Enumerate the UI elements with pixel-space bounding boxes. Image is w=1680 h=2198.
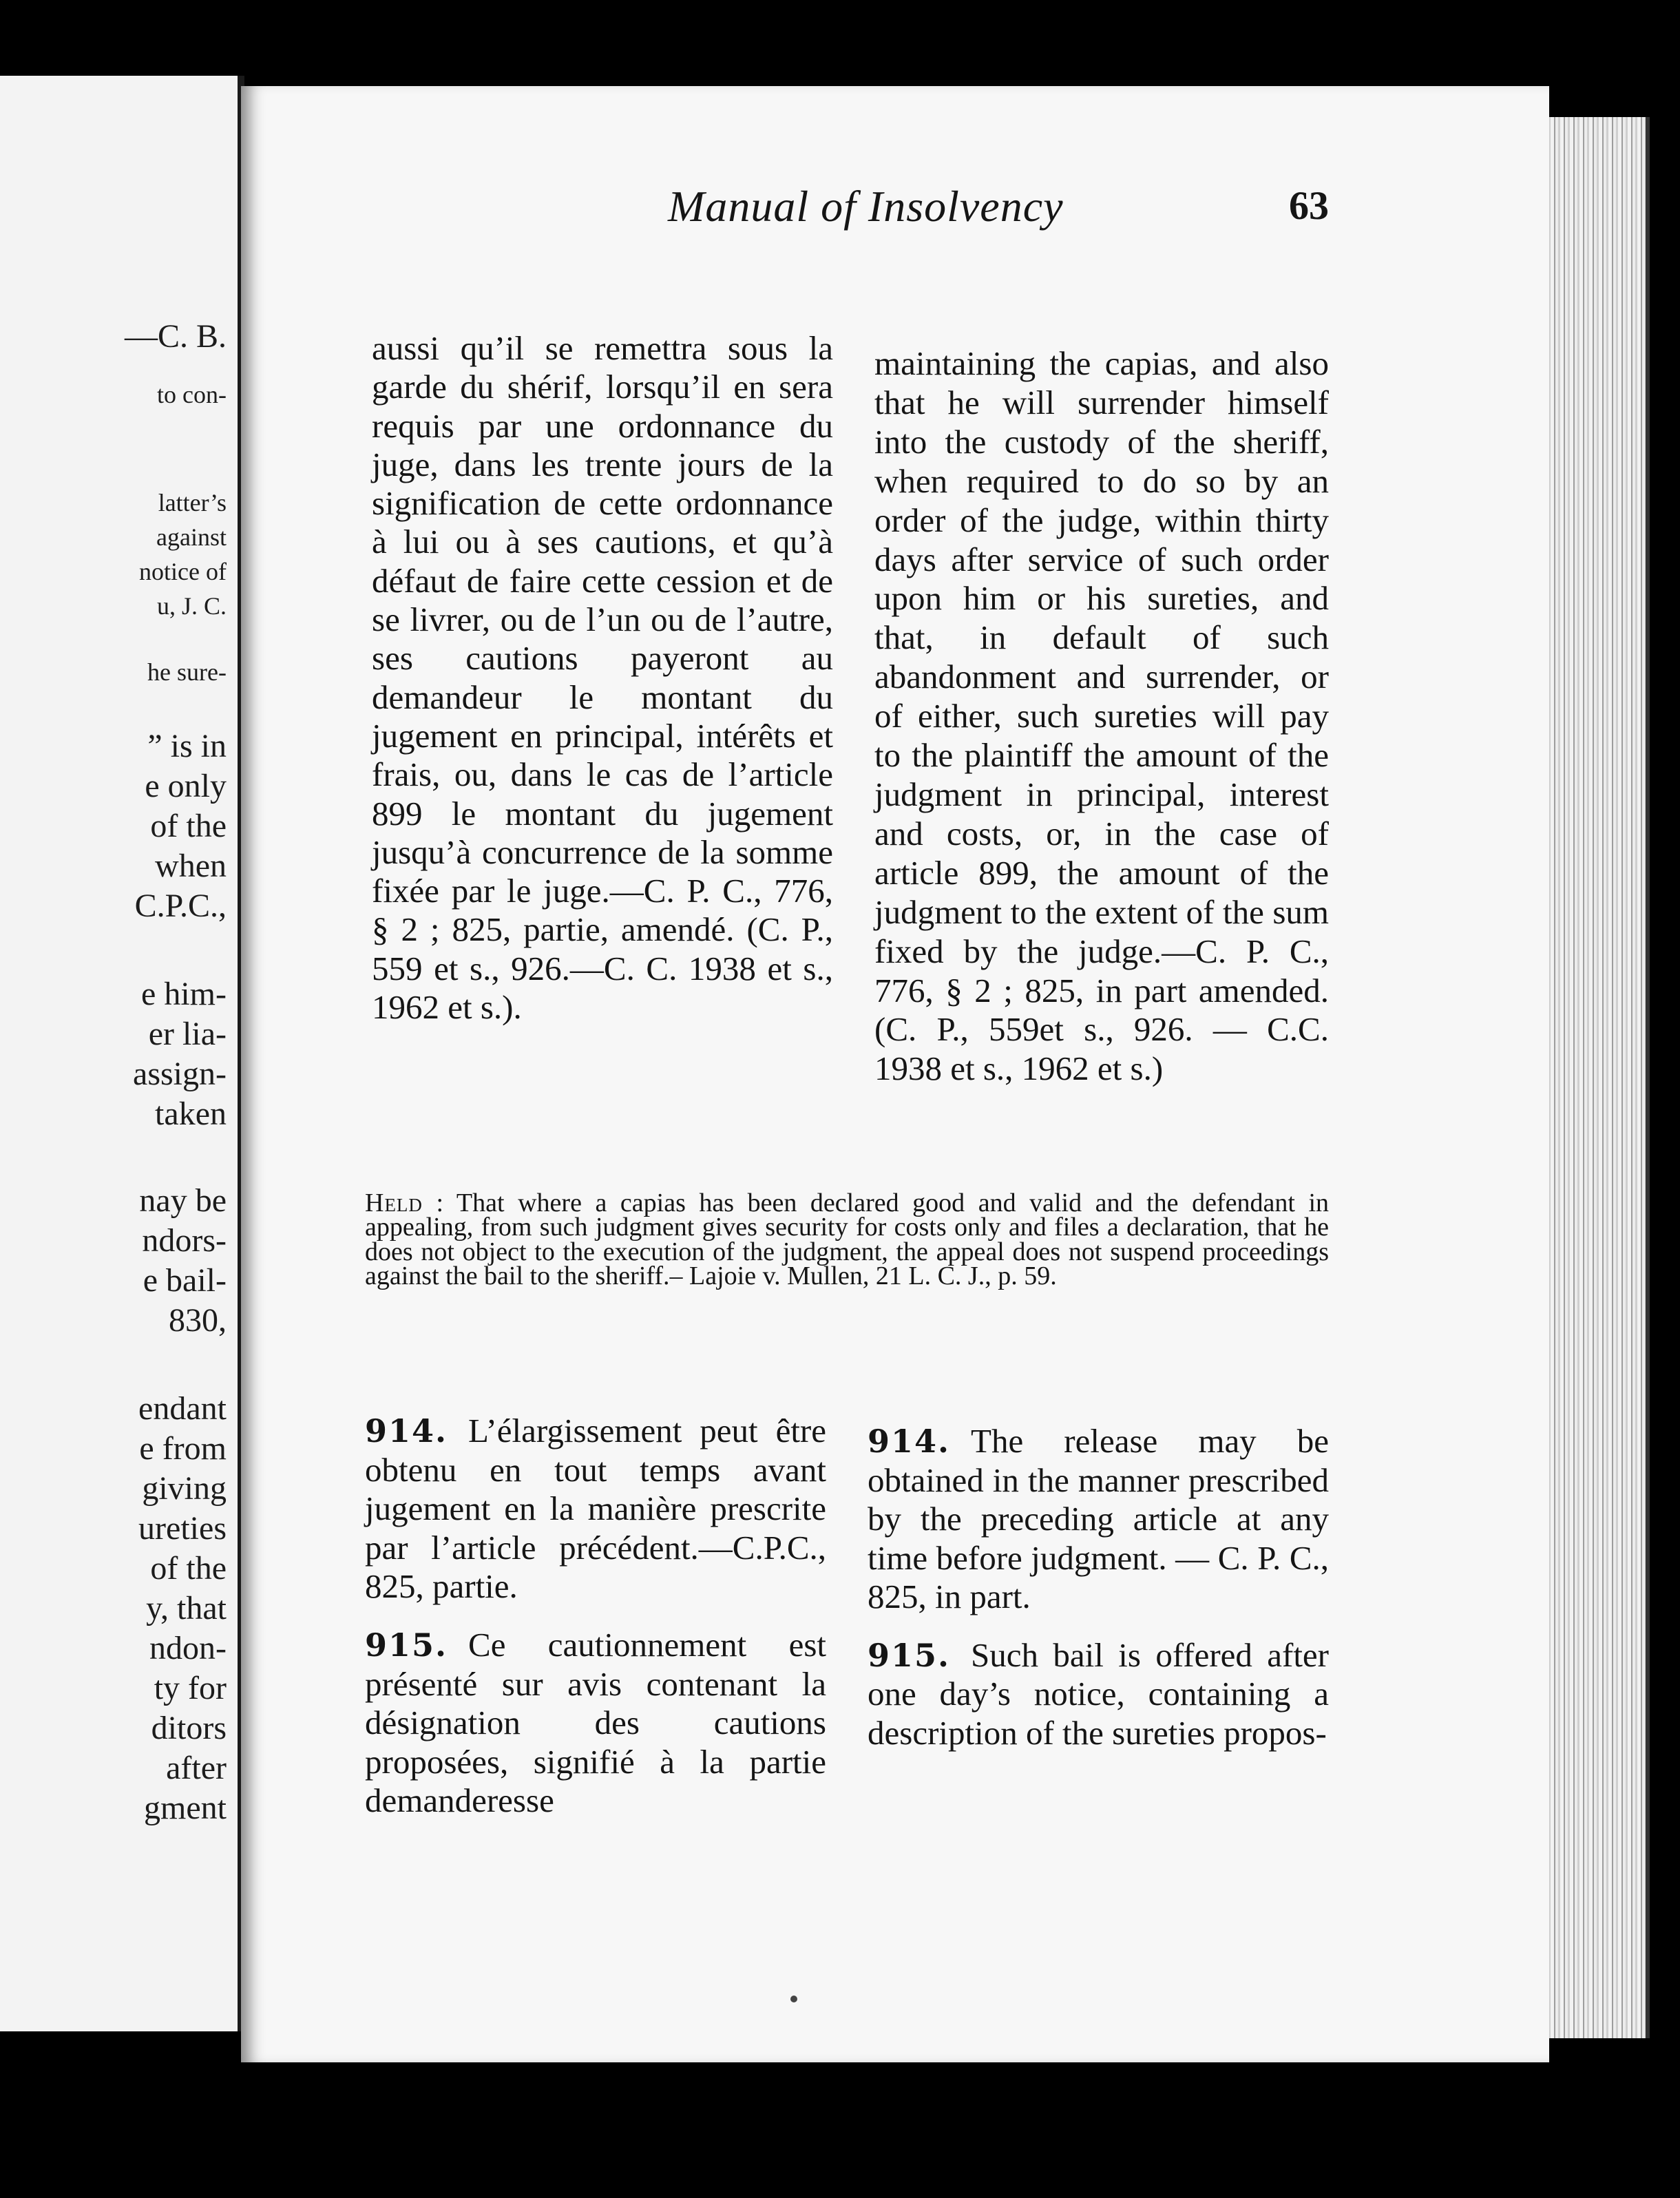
left-fragment: nay be (139, 1182, 227, 1219)
article-number: 914. (365, 1412, 448, 1449)
running-head: Manual of Insolvency (668, 182, 1064, 231)
english-column-top (874, 344, 1329, 1089)
left-fragment: ” is in (147, 728, 227, 764)
french-column-bottom (365, 1412, 826, 1821)
left-fragment: ty for (154, 1670, 227, 1706)
left-fragment: er lia- (148, 1016, 227, 1052)
page-header (420, 176, 1329, 238)
held-heading: Held (365, 1189, 423, 1217)
left-fragment: notice of (139, 558, 227, 585)
left-fragment: 830, (169, 1302, 227, 1339)
left-fragment: when (155, 848, 227, 884)
article-number: 915. (868, 1636, 951, 1674)
left-fragment: he sure- (147, 658, 227, 686)
left-fragment: after (166, 1750, 227, 1786)
held-note-paragraph (365, 1191, 1329, 1288)
english-column-bottom (868, 1422, 1329, 1752)
left-fragment: giving (142, 1470, 227, 1507)
held-text: : That where a capias has been declared good and valid and the defendant in appealing, from such judgment gives security for costs only and files a declaration, that he does not object to the execution of the judgment, the appeal does not suspend proceedings against the bail to the sheriff.– Lajoie v. Mullen, 21 L. C. J., p. 59. (365, 1189, 1330, 1290)
article-number: 914. (868, 1423, 951, 1460)
held-note (365, 1191, 1329, 1288)
article-number: 915. (365, 1626, 448, 1664)
left-fragment: e bail- (143, 1262, 227, 1299)
left-fragment: taken (155, 1096, 227, 1132)
left-fragment: assign- (133, 1056, 227, 1092)
article-914-french (365, 1412, 826, 1606)
english-paragraph: maintaining the capias, and also that he will surrender himself into the custody of the sheriff, when required to do so by an order of the judge, within thirty days after service of such order upon him or his sureties, and that, in default of such abandonment and surrender, or of either, such sureties will pay to the plaintiff the amount of the judgment in principal, interest and costs, or, in the case of article 899, the amount of the judgment to the extent of the sum fixed by the judge.—C. P. C., 776, § 2 ; 825, in part amended. (C. P., 559et s., 926. — C.C. 1938 et s., 1962 et s.) (874, 344, 1329, 1088)
article-text: Such bail is offered after one day’s notice, containing a description of the sureties propos- (868, 1635, 1329, 1752)
left-facing-page (0, 76, 244, 2031)
left-fragment: u, J. C. (156, 592, 227, 620)
left-fragment: —C. B. (124, 318, 227, 355)
left-fragment: endant (138, 1390, 227, 1427)
book-page-edges (1539, 117, 1650, 2038)
article-text: Ce cautionnement est présenté sur avis contenant la désignation des cautions proposées, signifié à la partie demanderesse (365, 1625, 826, 1820)
left-fragment: e him- (141, 976, 227, 1012)
left-fragment: ditors (151, 1710, 227, 1746)
left-fragment: e from (139, 1430, 227, 1467)
article-text: L’élargissement peut être obtenu en tout temps avant jugement en la manière prescrite par l’article précédent.—C.P.C., 825, partie. (365, 1412, 826, 1606)
left-fragment: of the (150, 1550, 227, 1587)
ink-speck (790, 1996, 797, 2002)
article-915-french (365, 1626, 826, 1821)
left-fragment: ureties (138, 1510, 227, 1547)
article-text: The release may be obtained in the manner prescribed by the preceding article at any time before judgment. — C. P. C., 825, in part. (868, 1422, 1329, 1615)
left-fragment: latter’s (158, 489, 227, 516)
left-fragment: y, that (146, 1590, 227, 1626)
left-fragment: to con- (157, 381, 227, 408)
left-fragment: ndon- (149, 1630, 227, 1666)
left-fragment: of the (150, 808, 227, 844)
french-column-top (372, 329, 833, 1027)
french-paragraph: aussi qu’il se remettra sous la garde du shérif, lorsqu’il en sera requis par une ordonnance du juge, dans les trente jours de la signification de cette ordonnance à lui ou à ses cautions, et qu’à défaut de faire cette cession et de se livrer, ou de l’un ou de l’autre, ses cautions payeront au demandeur le montant du jugement en principal, intérêts et frais, ou, dans le cas de l’article 899 le montant du jugement jusqu’à concurrence de la somme fixée par le juge.—C. P. C., 776, § 2 ; 825, partie, amendé. (C. P., 559 et s., 926.—C. C. 1938 et s., 1962 et s.). (372, 329, 833, 1027)
page-number: 63 (1289, 183, 1329, 228)
left-fragment: against (156, 523, 227, 551)
left-fragment: C.P.C., (134, 888, 227, 924)
left-fragment: ndors- (142, 1222, 227, 1259)
article-914-english (868, 1422, 1329, 1617)
article-915-english (868, 1636, 1329, 1753)
left-fragment: e only (145, 768, 227, 804)
left-fragment: gment (144, 1790, 227, 1826)
